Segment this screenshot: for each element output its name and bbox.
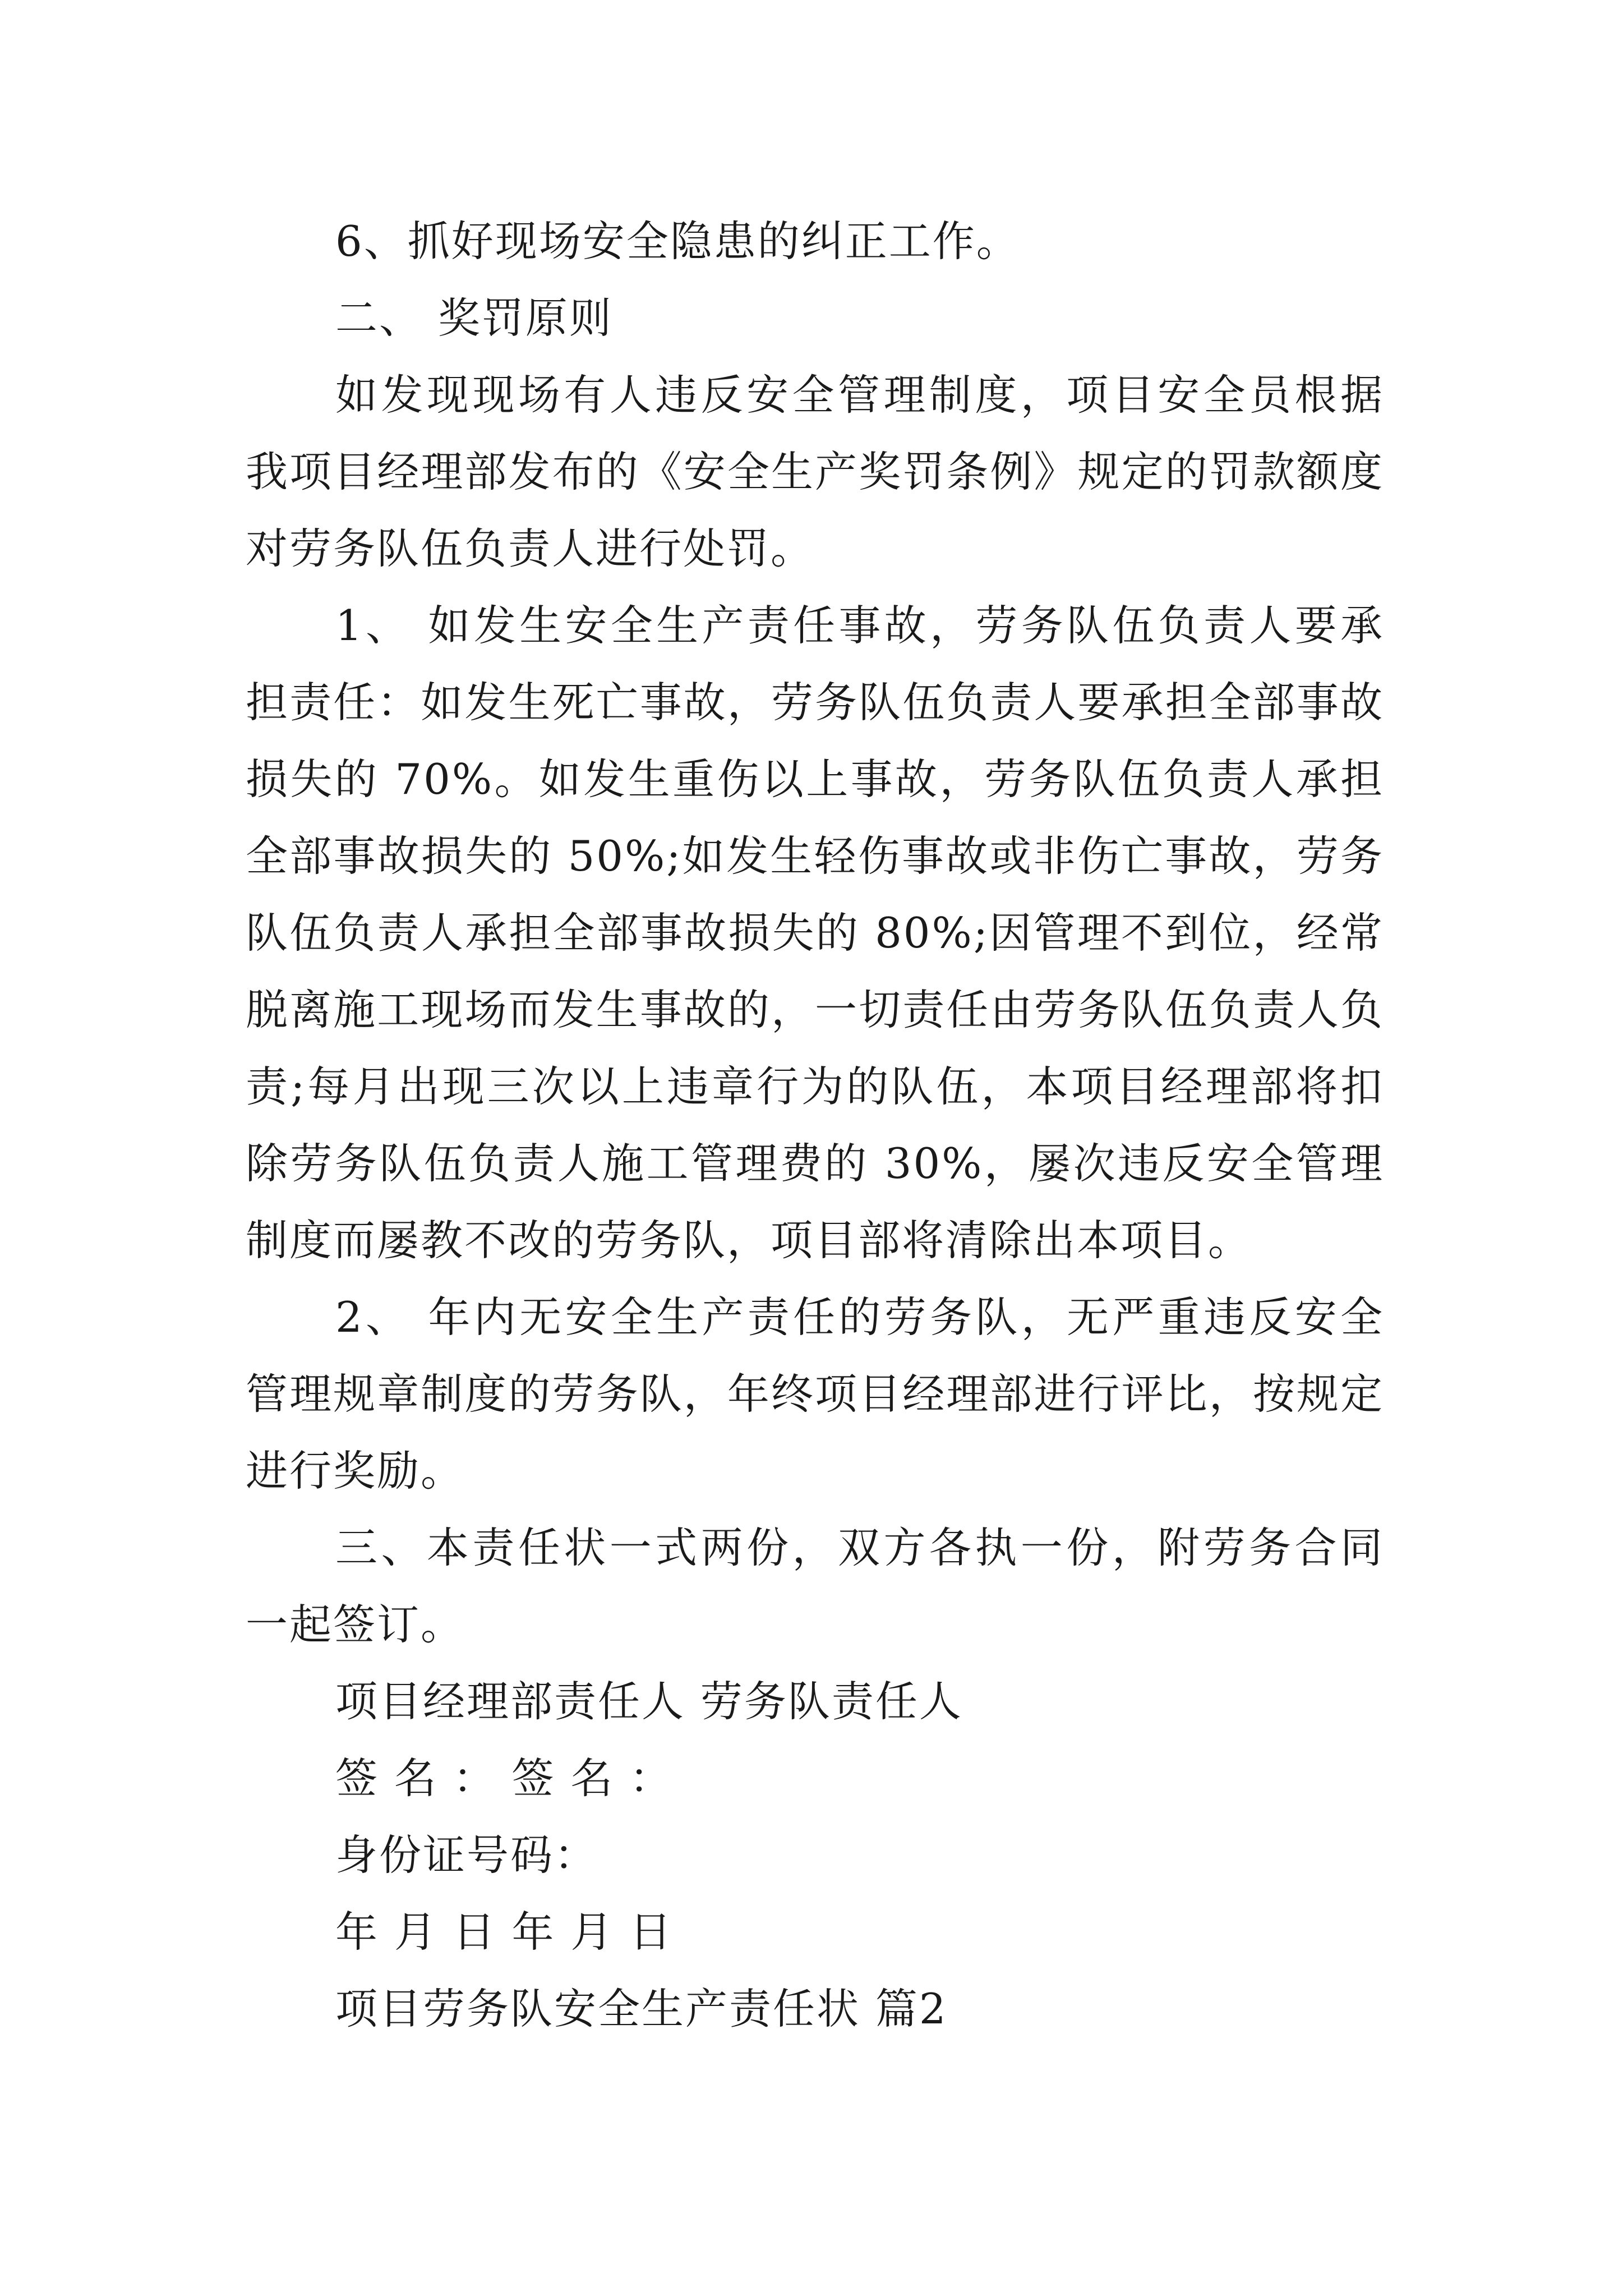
- section-heading-rewards-penalties: 二、 奖罚原则: [335, 293, 613, 343]
- next-section-title: 项目劳务队安全生产责任状 篇2: [335, 1984, 948, 2033]
- signature-id-line: 身份证号码：: [335, 1830, 598, 1880]
- paragraph-item-6: 6、抓好现场安全隐患的纠正工作。: [335, 217, 1020, 266]
- paragraph-penalty-intro: 如发现现场有人违反安全管理制度，项目安全员根据我项目经理部发布的《安全生产奖罚条例》规定的罚款额度对劳务队伍负责人进行处罚。: [246, 370, 1384, 573]
- signature-parties: 项目经理部责任人 劳务队责任人: [335, 1677, 963, 1726]
- signature-sign-line: 签 名 ： 签 名 ：: [335, 1754, 674, 1803]
- paragraph-clause-2: 2、 年内无安全生产责任的劳务队，无严重违反安全管理规章制度的劳务队，年终项目经理部进行评比，按规定进行奖励。: [246, 1292, 1384, 1496]
- paragraph-clause-1: 1、 如发生安全生产责任事故，劳务队伍负责人要承担责任：如发生死亡事故，劳务队伍负责人要承担全部事故损失的 70%。如发生重伤以上事故，劳务队伍负责人承担全部事故损失的 50%;如发生轻伤事故或非伤亡事故，劳务队伍负责人承担全部事故损失的 80%;因管理不到位，经常脱离施工现场而发生事故的，一切责任由劳务队伍负责人负责;每月出现三次以上违章行为的队伍，本项目经理部将扣除劳务队伍负责人施工管理费的 30%，屡次违反安全管理制度而屡教不改的劳务队，项目部将清除出本项目。: [246, 601, 1384, 1265]
- document-body: [246, 203, 1384, 2047]
- signature-date-line: 年 月 日 年 月 日: [335, 1907, 674, 1957]
- paragraph-section-3: 三、本责任状一式两份，双方各执一份，附劳务合同一起签订。: [246, 1523, 1384, 1649]
